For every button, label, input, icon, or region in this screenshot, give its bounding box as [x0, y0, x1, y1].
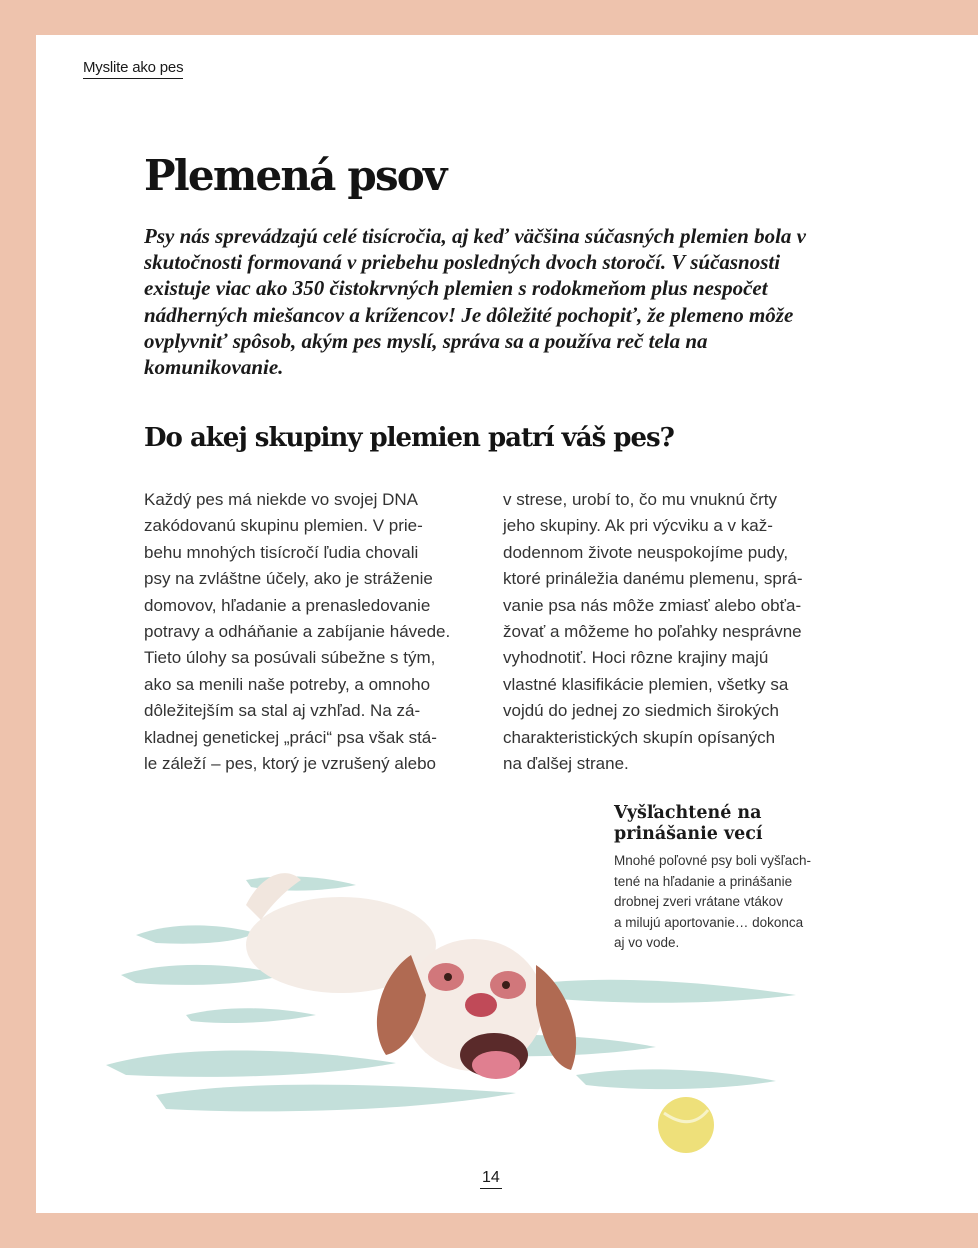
- dog-eye-left: [444, 973, 452, 981]
- tennis-ball: [658, 1097, 714, 1153]
- lead-paragraph: Psy nás sprevádzajú celé tisícročia, aj keď väčšina súčasných plemien bola v skutočnosti formovaná v priebehu posledných dvoch storočí. V súčasnosti existuje viac ako 350 čistokrvných plemien s rodokmeňom plus nespočet nádherných miešancov a krížencov! Je dôležité pochopiť, že plemeno môže ovplyvniť spôsob, akým pes myslí, správa sa a používa reč tela na komunikovanie.: [144, 224, 806, 380]
- sidebar-text: Mnohé poľovné psy boli vyšľach- tené na hľadanie a prinášanie drobnej zveri vrátane vtákov a milujú aportovanie… dokonca aj vo vode.: [614, 853, 811, 951]
- section-heading: Do akej skupiny plemien patrí váš pes?: [144, 423, 674, 453]
- dog-eye-right: [502, 981, 510, 989]
- page: [36, 35, 978, 1213]
- page-title: Plemená psov: [144, 151, 446, 200]
- dog-nose: [465, 993, 497, 1017]
- dog-tongue: [472, 1051, 520, 1079]
- page-number: 14: [480, 1169, 502, 1189]
- running-header: Myslite ako pes: [83, 59, 183, 79]
- dog-swimming-illustration: [96, 825, 796, 1155]
- body-column-right: v strese, urobí to, čo mu vnuknú črty jeho skupiny. Ak pri výcviku a v kaž- dodennom živote neuspokojíme pudy, ktoré prináležia danému plemenu, sprá- vanie psa nás môže zmiasť alebo obťa- žovať a môžeme ho poľahky nesprávne vyhodnotiť. Hoci rôzne krajiny majú vlastné klasifikácie plemien, všetky sa vojdú do jednej zo siedmich širokých charakteristických skupín opísaných na ďalšej strane.: [503, 490, 803, 774]
- dog: [246, 873, 576, 1079]
- sidebar-title: Vyšľachtené na prinášanie vecí: [614, 803, 763, 844]
- body-column-left: Každý pes má niekde vo svojej DNA zakódovanú skupinu plemien. V prie- behu mnohých tisícročí ľudia chovali psy na zvláštne účely, ako je stráženie domovov, hľadanie a prenasledovanie potravy a odháňanie a zabíjanie hávede. Tieto úlohy sa posúvali súbežne s tým, ako sa menili naše potreby, a omnoho dôležitejším sa stal aj vzhľad. Na zá- kladnej genetickej „práci“ psa však stá- le záleží – pes, ktorý je vzrušený alebo: [144, 490, 451, 774]
